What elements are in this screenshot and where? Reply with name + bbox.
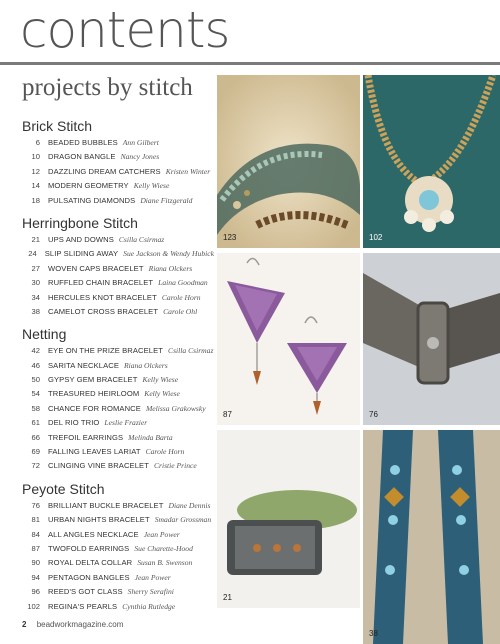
toc-section: [22, 215, 214, 326]
entry-author: Riana Olckers: [124, 360, 168, 370]
toc-entry: [22, 235, 214, 249]
toc-entry: [22, 389, 214, 403]
entry-project-name: TREFOIL EARRINGS: [48, 432, 124, 442]
toc-entry: [22, 404, 214, 418]
entry-page-number: 66: [31, 432, 40, 442]
entry-page-number: 18: [31, 195, 40, 205]
toc-entry: [22, 167, 214, 181]
entry-page-number: 50: [31, 375, 40, 385]
entry-page-number: 96: [31, 587, 40, 597]
entry-project-name: PENTAGON BANGLES: [48, 572, 130, 582]
page-title: contents: [20, 1, 230, 59]
entry-page-number: 42: [31, 346, 40, 356]
entry-author: Sue Charette-Hood: [134, 543, 193, 553]
photo-label: 87: [223, 410, 232, 419]
toc-entry: [22, 447, 214, 461]
toc-entry: [22, 558, 214, 572]
entry-author: Smadar Grossman: [154, 515, 212, 525]
entry-project-name: REGINA'S PEARLS: [48, 601, 118, 611]
toc-entry: [22, 602, 214, 616]
necklace-illustration: [363, 75, 500, 248]
entry-project-name: BEADED BUBBLES: [48, 138, 118, 147]
toc-section: [22, 118, 214, 215]
entry-project-name: DRAGON BANGLE: [48, 152, 116, 162]
toc-entry: [22, 264, 214, 278]
entry-author: Diane Dennis: [168, 500, 211, 510]
entry-page-number: 38: [31, 306, 40, 316]
entry-project-name: ROYAL DELTA COLLAR: [48, 558, 133, 568]
entry-project-name: CLINGING VINE BRACELET: [48, 461, 149, 471]
entry-project-name: REED'S GOT CLASS: [48, 587, 123, 597]
cuff-illustration: [217, 430, 360, 608]
page-subtitle: projects by stitch: [22, 74, 193, 101]
entry-author: Nancy Jones: [120, 152, 160, 162]
toc-entry: [22, 461, 214, 475]
entry-project-name: TWOFOLD EARRINGS: [48, 543, 130, 553]
entry-author: Diane Fitzgerald: [140, 195, 193, 205]
entry-author: Laina Goodman: [158, 278, 208, 288]
entry-author: Kelly Wiese: [133, 181, 170, 191]
toc-entry: [22, 196, 214, 210]
entry-page-number: 72: [31, 461, 40, 471]
toc-entry: [22, 587, 214, 601]
entry-page-number: 46: [31, 360, 40, 370]
entry-author: Carole Ohl: [163, 306, 198, 316]
entry-project-name: MODERN GEOMETRY: [48, 181, 129, 191]
photo-beaded-bracelet: [217, 75, 360, 248]
entry-project-name: URBAN NIGHTS BRACELET: [48, 515, 150, 525]
entry-author: Kelly Wiese: [144, 389, 180, 399]
toc-entry: [22, 573, 214, 587]
section-heading: Netting: [22, 326, 67, 343]
toc-entry: [22, 181, 214, 195]
toc-entry: [22, 361, 214, 375]
blue-bracelet-illustration: [363, 430, 500, 644]
toc-entry: [22, 293, 214, 307]
photo-buckle-bracelet: [363, 253, 500, 425]
table-of-contents: [22, 118, 214, 621]
entry-page-number: 21: [31, 234, 40, 244]
photo-label: 38: [369, 629, 378, 638]
entry-author: Cristie Prince: [153, 461, 197, 471]
entry-project-name: CAMELOT CROSS BRACELET: [48, 306, 159, 316]
entry-project-name: FALLING LEAVES LARIAT: [48, 447, 141, 457]
entry-author: Melissa Grakowsky: [145, 403, 206, 413]
entry-project-name: RUFFLED CHAIN BRACELET: [48, 278, 154, 288]
entry-author: Riana Olckers: [148, 263, 193, 273]
entry-page-number: 30: [31, 278, 40, 288]
toc-section: [22, 481, 214, 621]
photo-purple-earrings: [217, 253, 360, 425]
entry-page-number: 69: [31, 447, 40, 457]
photo-label: 123: [223, 233, 237, 242]
toc-entry: [22, 515, 214, 529]
photo-label: 102: [369, 233, 383, 242]
entry-page-number: 61: [31, 418, 40, 428]
entry-author: Jean Power: [143, 529, 180, 539]
toc-entry: [22, 138, 214, 152]
entry-page-number: 10: [31, 152, 40, 162]
photo-label: 21: [223, 593, 232, 602]
entry-author: Carole Horn: [145, 447, 185, 457]
buckle-illustration: [363, 253, 500, 425]
entry-page-number: 102: [27, 601, 40, 611]
toc-entry: [22, 375, 214, 389]
toc-entry: [22, 346, 214, 360]
entry-project-name: DAZZLING DREAM CATCHERS: [48, 166, 161, 176]
toc-entry: [22, 530, 214, 544]
entry-author: Kristen Winter: [165, 166, 211, 176]
toc-entry: [22, 249, 214, 263]
entry-author: Sherry Serafini: [127, 587, 174, 597]
entry-page-number: 14: [31, 181, 40, 191]
toc-entry: [22, 278, 214, 292]
entry-project-name: BRILLIANT BUCKLE BRACELET: [48, 500, 164, 510]
footer-website: beadworkmagazine.com: [36, 620, 124, 629]
toc-entry: [22, 433, 214, 447]
entry-author: Csilla Csirmaz: [118, 234, 165, 244]
entry-page-number: 76: [31, 500, 40, 510]
entry-author: Melinda Barta: [128, 432, 173, 442]
entry-project-name: GYPSY GEM BRACELET: [48, 375, 138, 385]
entry-author: Ann Gilbert: [122, 138, 159, 147]
entry-project-name: SARITA NECKLACE: [48, 360, 119, 370]
footer-page-number: 2: [22, 620, 27, 629]
entry-project-name: UPS AND DOWNS: [48, 234, 114, 244]
entry-page-number: 58: [31, 403, 40, 413]
title-rule: [0, 62, 500, 65]
entry-project-name: TREASURED HEIRLOOM: [48, 389, 140, 399]
entry-project-name: CHANCE FOR ROMANCE: [48, 403, 141, 413]
entry-page-number: 24: [28, 249, 37, 259]
toc-entry: [22, 307, 214, 321]
entry-page-number: 12: [31, 166, 40, 176]
toc-section: [22, 326, 214, 481]
entry-project-name: DEL RIO TRIO: [48, 418, 100, 428]
bracelet-illustration: [217, 75, 360, 248]
earrings-illustration: [217, 253, 360, 425]
toc-entry: [22, 544, 214, 558]
entry-page-number: 6: [35, 138, 40, 147]
entry-page-number: 54: [31, 389, 40, 399]
entry-page-number: 94: [31, 572, 40, 582]
entry-project-name: PULSATING DIAMONDS: [48, 195, 136, 205]
photo-green-cuff: [217, 430, 360, 608]
toc-entry: [22, 418, 214, 432]
toc-entry: [22, 152, 214, 166]
entry-project-name: HERCULES KNOT BRACELET: [48, 292, 157, 302]
photo-blue-bracelet: [363, 430, 500, 644]
section-heading: Brick Stitch: [22, 118, 93, 134]
entry-page-number: 27: [31, 263, 40, 273]
section-heading: Peyote Stitch: [22, 480, 105, 497]
entry-page-number: 84: [31, 529, 40, 539]
entry-author: Csilla Csirmaz: [168, 346, 214, 356]
entry-project-name: SLIP SLIDING AWAY: [44, 249, 119, 259]
section-heading: Herringbone Stitch: [22, 214, 138, 231]
photo-pearl-necklace: [363, 75, 500, 248]
toc-entry: [22, 501, 214, 515]
entry-project-name: ALL ANGLES NECKLACE: [48, 529, 139, 539]
entry-author: Sue Jackson & Wendy Hubick: [123, 249, 214, 259]
entry-project-name: WOVEN CAPS BRACELET: [48, 263, 144, 273]
entry-project-name: EYE ON THE PRIZE BRACELET: [48, 346, 164, 356]
entry-page-number: 81: [31, 515, 40, 525]
entry-page-number: 90: [31, 558, 40, 568]
entry-author: Susan B. Swenson: [137, 558, 193, 568]
entry-author: Jean Power: [134, 572, 171, 582]
entry-author: Leslie Frazier: [104, 418, 148, 428]
entry-author: Kelly Wiese: [142, 375, 179, 385]
entry-author: Carole Horn: [161, 292, 201, 302]
entry-author: Cynthia Rutledge: [122, 601, 176, 611]
entry-page-number: 87: [31, 543, 40, 553]
page-footer: [22, 620, 123, 629]
photo-label: 76: [369, 410, 378, 419]
entry-page-number: 34: [31, 292, 40, 302]
